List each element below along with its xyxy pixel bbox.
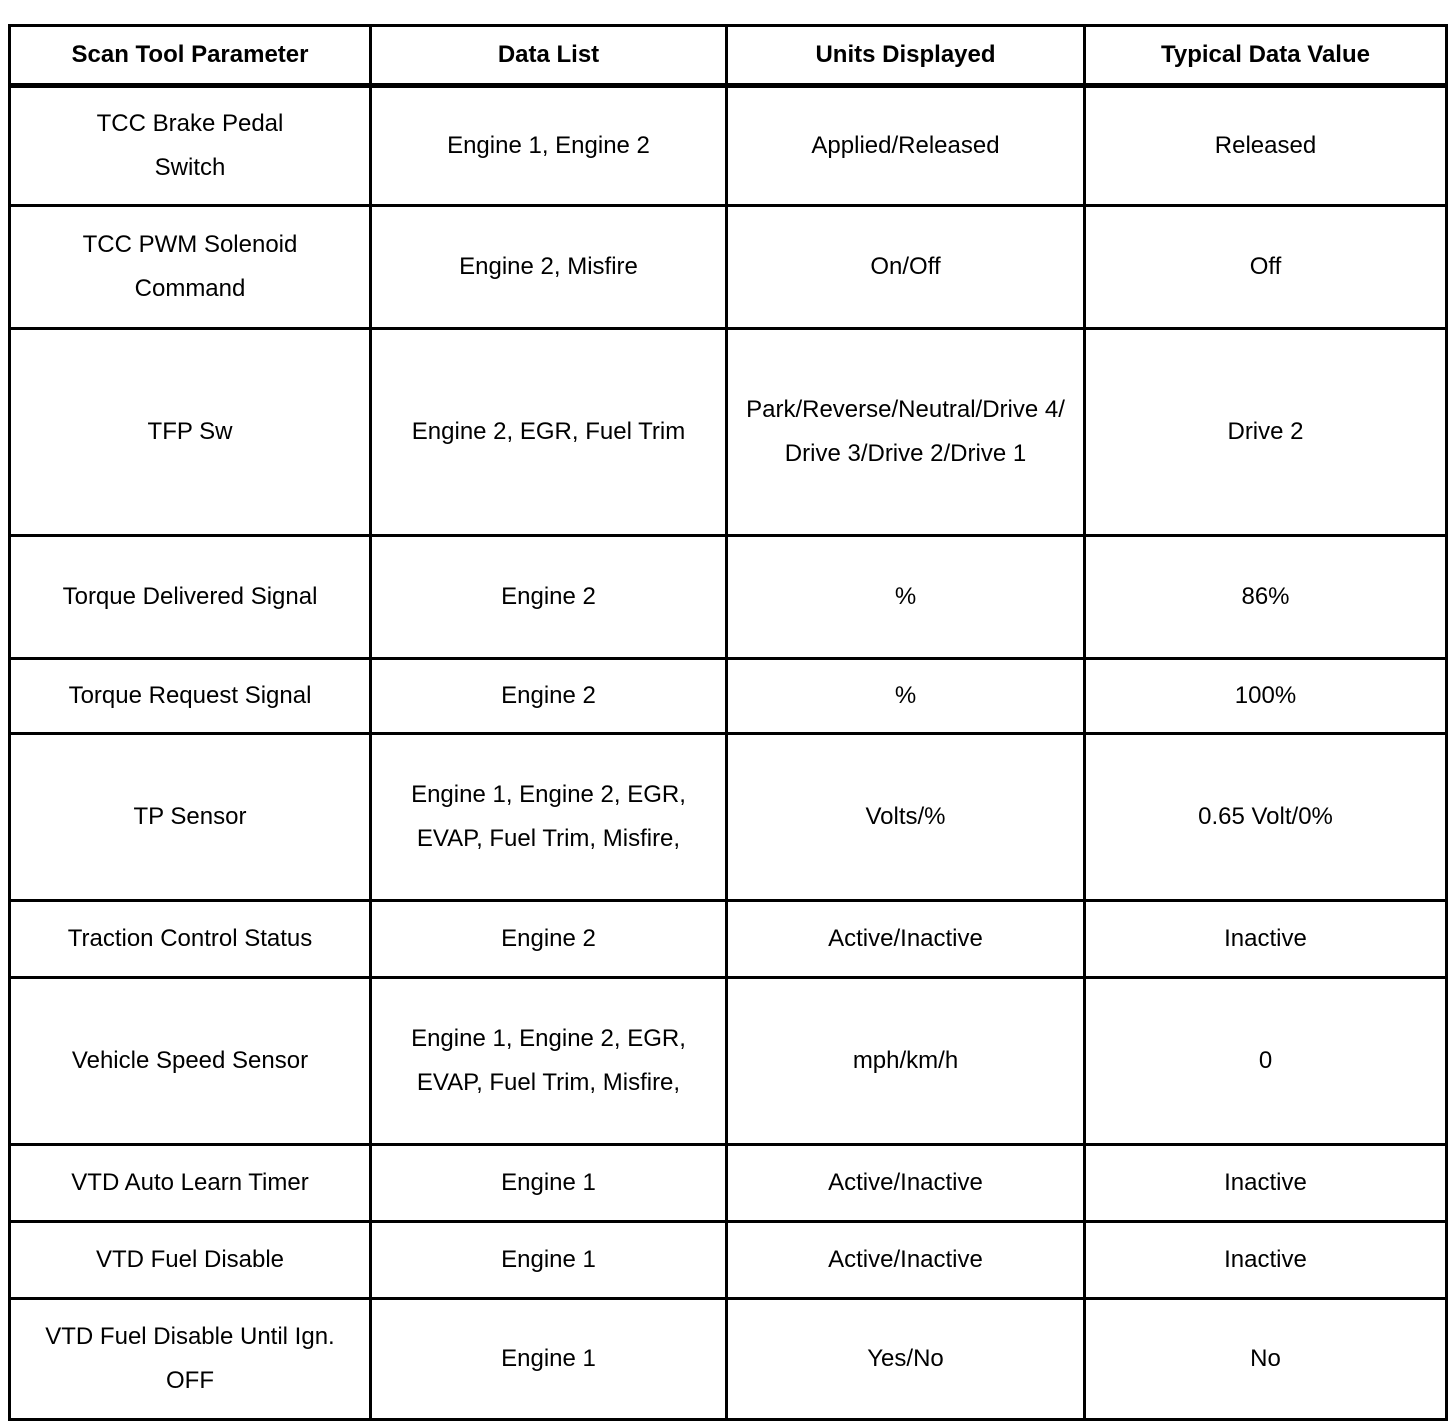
scan-tool-data-table-container	[8, 24, 1445, 1421]
cell-parameter: TCC PWM Solenoid Command	[10, 206, 371, 329]
cell-units: Active/Inactive	[727, 1222, 1085, 1299]
table-row	[10, 1145, 1447, 1222]
cell-typical-value: 0.65 Volt/0%	[1085, 734, 1447, 901]
table-row	[10, 901, 1447, 978]
cell-parameter: VTD Auto Learn Timer	[10, 1145, 371, 1222]
cell-data-list: Engine 2, Misfire	[371, 206, 727, 329]
table-row	[10, 329, 1447, 536]
table-row	[10, 659, 1447, 734]
cell-parameter: VTD Fuel Disable Until Ign. OFF	[10, 1299, 371, 1420]
cell-units: mph/km/h	[727, 978, 1085, 1145]
table-row	[10, 734, 1447, 901]
cell-typical-value: Released	[1085, 86, 1447, 206]
header-data-list: Data List	[371, 26, 727, 86]
cell-typical-value: 0	[1085, 978, 1447, 1145]
cell-units: Applied/Released	[727, 86, 1085, 206]
table-row	[10, 536, 1447, 659]
cell-data-list: Engine 1, Engine 2, EGR, EVAP, Fuel Trim, Misfire,	[371, 734, 727, 901]
table-row	[10, 1299, 1447, 1420]
cell-typical-value: Inactive	[1085, 1145, 1447, 1222]
cell-typical-value: 100%	[1085, 659, 1447, 734]
cell-data-list: Engine 2	[371, 659, 727, 734]
cell-parameter: Vehicle Speed Sensor	[10, 978, 371, 1145]
header-row	[10, 26, 1447, 86]
cell-typical-value: 86%	[1085, 536, 1447, 659]
cell-typical-value: Inactive	[1085, 901, 1447, 978]
cell-data-list: Engine 1, Engine 2	[371, 86, 727, 206]
cell-units: On/Off	[727, 206, 1085, 329]
cell-units: Active/Inactive	[727, 1145, 1085, 1222]
cell-parameter: TP Sensor	[10, 734, 371, 901]
scan-tool-data-table	[8, 24, 1448, 1421]
cell-parameter: VTD Fuel Disable	[10, 1222, 371, 1299]
cell-typical-value: Off	[1085, 206, 1447, 329]
cell-data-list: Engine 1	[371, 1222, 727, 1299]
cell-parameter: TCC Brake Pedal Switch	[10, 86, 371, 206]
table-row	[10, 206, 1447, 329]
cell-units: Yes/No	[727, 1299, 1085, 1420]
cell-units: Active/Inactive	[727, 901, 1085, 978]
table-row	[10, 978, 1447, 1145]
cell-data-list: Engine 1, Engine 2, EGR, EVAP, Fuel Trim, Misfire,	[371, 978, 727, 1145]
cell-parameter: Torque Request Signal	[10, 659, 371, 734]
cell-typical-value: Drive 2	[1085, 329, 1447, 536]
header-units-displayed: Units Displayed	[727, 26, 1085, 86]
cell-units: Park/Reverse/Neutral/Drive 4/Drive 3/Drive 2/Drive 1	[727, 329, 1085, 536]
cell-parameter: Torque Delivered Signal	[10, 536, 371, 659]
cell-data-list: Engine 1	[371, 1299, 727, 1420]
cell-units: Volts/%	[727, 734, 1085, 901]
table-row	[10, 1222, 1447, 1299]
cell-data-list: Engine 1	[371, 1145, 727, 1222]
cell-parameter: Traction Control Status	[10, 901, 371, 978]
cell-units: %	[727, 536, 1085, 659]
header-typical-data-value: Typical Data Value	[1085, 26, 1447, 86]
cell-typical-value: Inactive	[1085, 1222, 1447, 1299]
cell-parameter: TFP Sw	[10, 329, 371, 536]
cell-typical-value: No	[1085, 1299, 1447, 1420]
header-scan-tool-parameter: Scan Tool Parameter	[10, 26, 371, 86]
cell-units: %	[727, 659, 1085, 734]
table-row	[10, 86, 1447, 206]
cell-data-list: Engine 2, EGR, Fuel Trim	[371, 329, 727, 536]
cell-data-list: Engine 2	[371, 536, 727, 659]
cell-data-list: Engine 2	[371, 901, 727, 978]
